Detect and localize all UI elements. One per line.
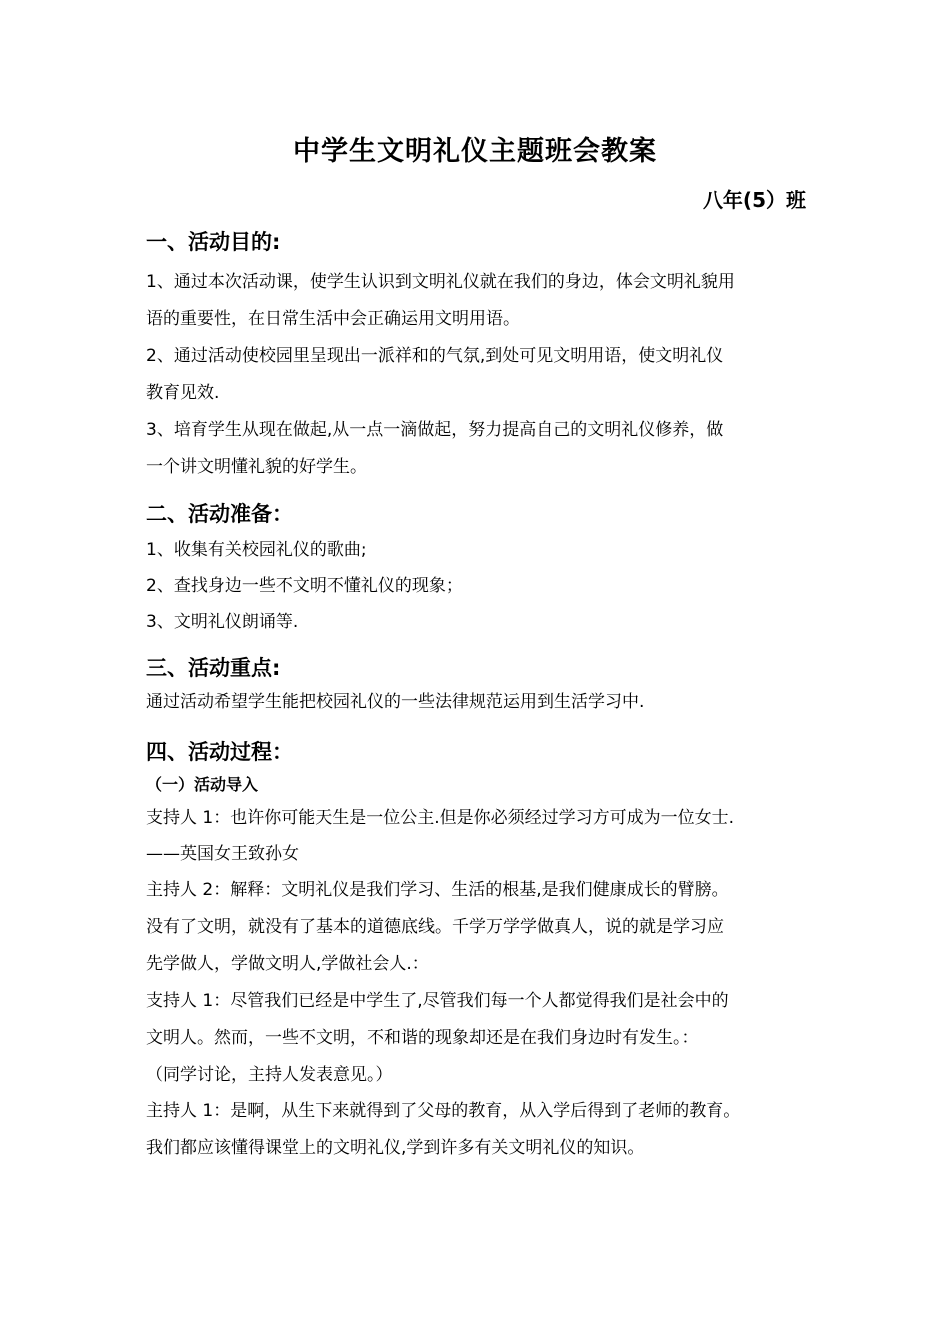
paragraph-line: 先学做人，学做文明人,学做社会人.： xyxy=(146,954,429,974)
paragraph-line: 支持人 1：也许你可能天生是一位公主.但是你必须经过学习方可成为一位女士. xyxy=(146,808,735,828)
paragraph-line: 主持人 1：是啊，从生下来就得到了父母的教育，从入学后得到了老师的教育。 xyxy=(146,1101,741,1121)
paragraph-line: 3、培育学生从现在做起,从一点一滴做起，努力提高自己的文明礼仪修养，做 xyxy=(146,420,724,440)
paragraph-line: ——英国女王致孙女 xyxy=(146,844,299,864)
class-label: 八年(5）班 xyxy=(702,188,806,212)
paragraph-line: 文明人。然而，一些不文明，不和谐的现象却还是在我们身边时有发生。： xyxy=(146,1028,699,1048)
section-heading: 一、活动目的: xyxy=(146,230,281,254)
section-preparation xyxy=(146,500,816,640)
paragraph-line: （同学讨论，主持人发表意见。） xyxy=(146,1065,393,1085)
paragraph-line: 2、通过活动使校园里呈现出一派祥和的气氛,到处可见文明用语，使文明礼仪 xyxy=(146,346,724,366)
section-process xyxy=(146,738,816,1167)
subsection-heading: （一）活动导入 xyxy=(146,775,259,794)
list-item: 2、查找身边一些不文明不懂礼仪的现象； xyxy=(146,576,463,596)
paragraph-line: 通过活动希望学生能把校园礼仪的一些法律规范运用到生活学习中. xyxy=(146,692,645,712)
section-focus xyxy=(146,654,816,720)
section-heading: 二、活动准备： xyxy=(146,502,293,526)
paragraph-line: 1、通过本次活动课，使学生认识到文明礼仪就在我们的身边，体会文明礼貌用 xyxy=(146,272,735,292)
paragraph-line: 语的重要性，在日常生活中会正确运用文明用语。 xyxy=(146,309,520,329)
document-body xyxy=(146,228,816,1167)
list-item: 3、文明礼仪朗诵等. xyxy=(146,612,299,632)
list-item: 1、收集有关校园礼仪的歌曲; xyxy=(146,540,367,560)
paragraph-line: 一个讲文明懂礼貌的好学生。 xyxy=(146,457,367,477)
section-heading: 三、活动重点: xyxy=(146,656,281,680)
section-purpose xyxy=(146,228,816,486)
paragraph-line: 没有了文明，就没有了基本的道德底线。千学万学学做真人，说的就是学习应 xyxy=(146,917,724,937)
paragraph-line: 支持人 1：尽管我们已经是中学生了,尽管我们每一个人都觉得我们是社会中的 xyxy=(146,991,729,1011)
paragraph-line: 教育见效. xyxy=(146,383,220,403)
paragraph-line: 我们都应该懂得课堂上的文明礼仪,学到许多有关文明礼仪的知识。 xyxy=(146,1138,645,1158)
section-heading: 四、活动过程： xyxy=(146,740,293,764)
paragraph-line: 主持人 2：解释：文明礼仪是我们学习、生活的根基,是我们健康成长的臂膀。 xyxy=(146,880,729,900)
document-title: 中学生文明礼仪主题班会教案 xyxy=(293,136,657,167)
